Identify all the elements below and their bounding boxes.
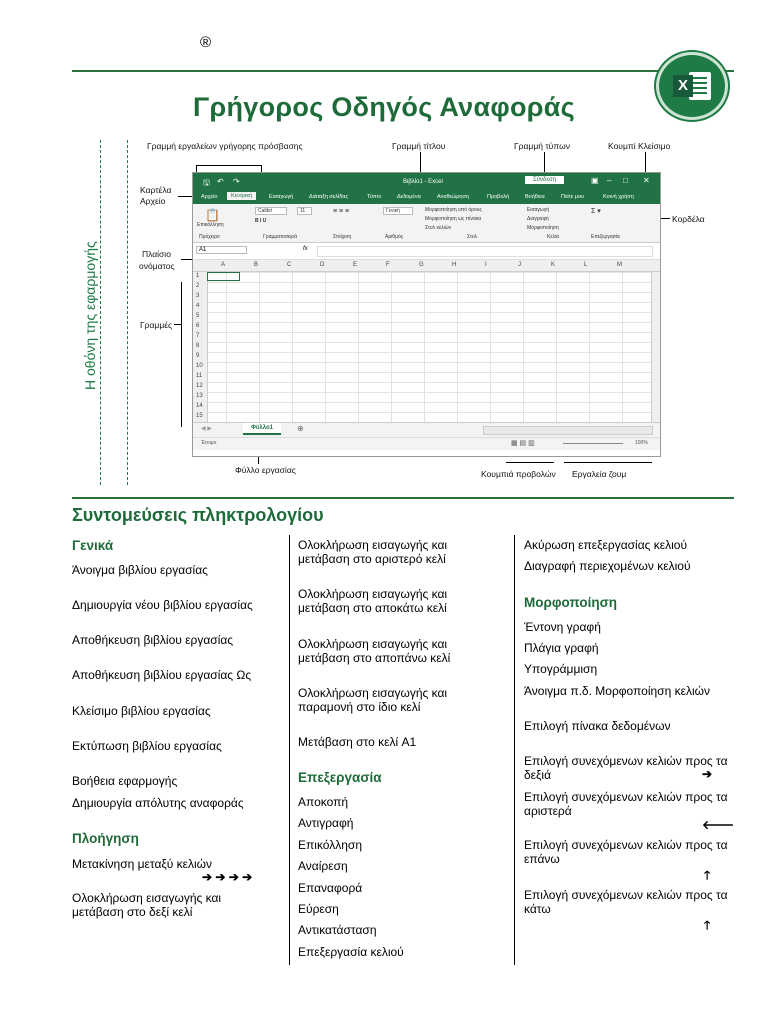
shortcut-redo: Επαναφορά [298, 881, 363, 895]
callout-view-buttons: Κουμπιά προβολών [481, 469, 556, 479]
fx-icon[interactable]: fx [303, 246, 308, 252]
tab-formulas[interactable]: Τύποι [367, 194, 381, 200]
shortcut-undo: Αναίρεση [298, 859, 348, 873]
callout-file-tab-2: Αρχείο [140, 196, 166, 206]
column-header-K[interactable]: K [551, 262, 556, 268]
arrow-up-icon: 🡑 [704, 868, 711, 882]
add-sheet-icon[interactable]: ⊕ [297, 424, 304, 433]
shortcut-cut: Αποκοπή [298, 795, 349, 809]
minimize-icon[interactable]: – [607, 176, 612, 185]
number-format-select[interactable]: Γενική [383, 207, 413, 215]
group-alignment: Στοίχιση [333, 234, 352, 240]
tab-file[interactable]: Αρχείο [201, 194, 218, 200]
font-size-select[interactable]: 11 [297, 207, 312, 215]
doc-title: Βιβλίο1 - Excel [403, 179, 443, 185]
row-header-8[interactable]: 8 [196, 343, 200, 349]
shortcut-save: Αποθήκευση βιβλίου εργασίας [72, 633, 234, 647]
section-navigation: Πλοήγηση [72, 831, 139, 846]
row-header-9[interactable]: 9 [196, 353, 200, 359]
shortcut-replace: Αντικατάσταση [298, 923, 377, 937]
row-header-3[interactable]: 3 [196, 293, 200, 299]
shortcut-enter-down: Ολοκλήρωση εισαγωγής και μετάβαση στο αποκάτω κελί [298, 587, 448, 615]
row-header-7[interactable]: 7 [196, 333, 200, 339]
arrow-keys-icon: ➔ ➔ ➔ ➔ [202, 870, 253, 884]
format-cells-button[interactable]: Μορφοποίηση [527, 225, 559, 231]
bold-icon[interactable]: B I U [255, 218, 267, 224]
formula-bar [193, 243, 660, 260]
shortcut-close: Κλείσιμο βιβλίου εργασίας [72, 704, 211, 718]
cell-styles-button[interactable]: Στυλ κελιών [425, 225, 452, 231]
tab-insert[interactable]: Εισαγωγή [269, 194, 294, 200]
shortcut-clear-cell: Διαγραφή περιεχομένων κελιού [524, 559, 691, 573]
sheet-tab[interactable]: Φύλλο1 [243, 423, 281, 435]
column-header-B[interactable]: B [254, 262, 259, 268]
maximize-icon[interactable]: □ [623, 176, 628, 185]
shortcut-format-cells: Άνοιγμα π.δ. Μορφοποίηση κελιών [524, 684, 710, 698]
shortcut-go-a1: Μετάβαση στο κελί A1 [298, 735, 417, 749]
callout-zoom-tools: Εργαλεία ζουμ [572, 469, 627, 479]
column-header-G[interactable]: G [419, 262, 424, 268]
shortcut-enter-up: Ολοκλήρωση εισαγωγής και μετάβαση στο αποπάνω κελί [298, 637, 451, 665]
column-separator-2 [514, 535, 515, 965]
row-header-10[interactable]: 10 [196, 363, 203, 369]
shortcut-bold: Έντονη γραφή [524, 620, 601, 634]
row-header-2[interactable]: 2 [196, 283, 200, 289]
delete-cells-button[interactable]: Διαγραφή [527, 216, 549, 222]
tab-review[interactable]: Αναθεώρηση [437, 194, 469, 200]
tab-data[interactable]: Δεδομένα [397, 194, 421, 200]
insert-cells-button[interactable]: Εισαγωγή [527, 207, 550, 213]
tab-view[interactable]: Προβολή [487, 194, 510, 200]
group-number: Αριθμός [385, 234, 404, 240]
shortcut-enter-left: Ολοκλήρωση εισαγωγής και μετάβαση στο αριστερό κελί [298, 538, 448, 566]
sheet-bar [193, 422, 660, 437]
callout-file-tab-1: Καρτέλα [140, 185, 172, 195]
row-headers [193, 272, 208, 422]
callout-formula-bar: Γραμμή τύπων [514, 141, 570, 151]
vertical-scrollbar[interactable] [651, 272, 660, 422]
undo-icon[interactable]: ↶ [217, 177, 224, 186]
callout-name-box-2: ονόματος [139, 261, 175, 271]
paste-icon[interactable]: 📋 [205, 208, 220, 222]
signin-button[interactable]: Σύνδεση [525, 176, 564, 184]
font-name-select[interactable]: Calibri [255, 207, 287, 215]
shortcut-underline: Υπογράμμιση [524, 662, 598, 676]
callout-worksheet: Φύλλο εργασίας [235, 465, 296, 475]
zoom-slider[interactable] [563, 443, 623, 444]
horizontal-scrollbar[interactable] [483, 426, 653, 435]
shortcut-help: Βοήθεια εφαρμογής [72, 774, 178, 788]
align-icon[interactable]: ≡ ≡ ≡ [333, 208, 350, 215]
status-text: Έτοιμο [201, 440, 217, 446]
app-screen-vertical-title: Η οθόνη της εφαρμογής [82, 241, 98, 390]
callout-close-button: Κουμπί Κλείσιμο [608, 141, 671, 151]
callout-name-box-1: Πλαίσιο [142, 249, 171, 259]
qat-bracket [196, 165, 262, 166]
format-table-button[interactable]: Μορφοποίηση ως πίνακα [425, 216, 482, 222]
close-line [645, 152, 646, 174]
row-header-12[interactable]: 12 [196, 383, 203, 389]
ribbon-line [660, 218, 670, 219]
row-header-15[interactable]: 15 [196, 413, 203, 419]
name-box[interactable]: A1 [196, 246, 247, 254]
callout-qat: Γραμμή εργαλείων γρήγορης πρόσβασης [147, 141, 303, 151]
inner-dashed-line [127, 140, 128, 485]
arrow-left-icon: 🡐 [702, 818, 735, 832]
column-header-H[interactable]: H [452, 262, 457, 268]
shortcut-select-right: Επιλογή συνεχόμενων κελιών προς τα δεξιά [524, 754, 728, 782]
shortcut-copy: Αντιγραφή [298, 816, 354, 830]
views-bracket [506, 462, 554, 463]
shortcut-italic: Πλάγια γραφή [524, 641, 599, 655]
arrow-down-icon: 🡑 [704, 918, 711, 932]
section-general: Γενικά [72, 538, 114, 553]
row-header-13[interactable]: 13 [196, 393, 203, 399]
ribbon-tabs [193, 191, 660, 204]
shortcut-enter-stay: Ολοκλήρωση εισαγωγής και παραμονή στο ίδιο κελί [298, 686, 448, 714]
zoom-level: 100% [635, 440, 648, 446]
row-header-14[interactable]: 14 [196, 403, 203, 409]
shortcut-absolute-ref: Δημιουργία απόλυτης αναφοράς [72, 796, 244, 810]
row-header-1[interactable]: 1 [196, 273, 200, 279]
header-divider [72, 70, 734, 72]
sheet-nav-icon[interactable]: ◀ ▶ [201, 426, 212, 432]
column-separator-1 [289, 535, 290, 965]
shortcut-open: Άνοιγμα βιβλίου εργασίας [72, 563, 208, 577]
row-header-6[interactable]: 6 [196, 323, 200, 329]
close-icon[interactable]: ✕ [643, 176, 650, 185]
shortcut-select-down: Επιλογή συνεχόμενων κελιών προς τα κάτω [524, 888, 728, 916]
column-header-A[interactable]: A [221, 262, 226, 268]
arrow-right-icon: ➔ [702, 767, 713, 781]
cell-grid[interactable] [193, 272, 660, 422]
formula-input[interactable] [317, 246, 653, 257]
shortcut-save-as: Αποθήκευση βιβλίου εργασίας Ως [72, 668, 252, 682]
title-bar [193, 173, 660, 191]
row-header-11[interactable]: 11 [196, 373, 203, 379]
shortcut-new: Δημιουργία νέου βιβλίου εργασίας [72, 598, 253, 612]
column-header-M[interactable]: M [617, 262, 622, 268]
group-cells: Κελιά [547, 234, 560, 240]
redo-icon[interactable]: ↷ [233, 177, 240, 186]
shortcut-enter-right: Ολοκλήρωση εισαγωγής και μετάβαση στο δεξί κελί [72, 891, 222, 919]
section-formatting: Μορφοποίηση [524, 595, 618, 610]
row-header-4[interactable]: 4 [196, 303, 200, 309]
cond-format-button[interactable]: Μορφοποίηση υπό όρους [425, 207, 482, 213]
status-bar [193, 437, 660, 450]
callout-title-bar: Γραμμή τίτλου [392, 141, 446, 151]
excel-window [192, 172, 661, 457]
group-editing: Επεξεργασία [591, 234, 620, 240]
shortcut-select-table: Επιλογή πίνακα δεδομένων [524, 719, 671, 733]
view-buttons-icon[interactable]: ▦ ▤ ▥ [511, 440, 535, 447]
rows-bracket [181, 282, 182, 427]
callout-ribbon: Κορδέλα [672, 214, 705, 224]
tab-share[interactable]: Κοινή χρήση [603, 194, 634, 200]
shortcut-select-up: Επιλογή συνεχόμενων κελιών προς τα επάνω [524, 838, 728, 866]
column-header-I[interactable]: I [485, 262, 487, 268]
callout-rows: Γραμμές [140, 320, 173, 330]
registered-mark: ® [200, 34, 212, 51]
paste-label[interactable]: Επικόλληση [197, 222, 224, 228]
shortcut-cancel-edit: Ακύρωση επεξεργασίας κελιού [524, 538, 688, 552]
group-font: Γραμματοσειρά [263, 234, 297, 240]
shortcuts-heading: Συντομεύσεις πληκτρολογίου [72, 505, 324, 525]
shortcut-find: Εύρεση [298, 902, 339, 916]
column-header-D[interactable]: D [320, 262, 325, 268]
autosum-icon[interactable]: Σ ▾ [591, 208, 601, 215]
save-icon[interactable]: 🖫 [203, 178, 210, 187]
active-cell[interactable] [207, 272, 240, 281]
rows-line [174, 324, 181, 325]
shortcut-paste: Επικόλληση [298, 838, 363, 852]
shortcut-print: Εκτύπωση βιβλίου εργασίας [72, 739, 222, 753]
tab-help[interactable]: Βοήθεια [525, 194, 545, 200]
group-styles: Στυλ [467, 234, 478, 240]
row-header-5[interactable]: 5 [196, 313, 200, 319]
section-editing: Επεξεργασία [298, 770, 382, 785]
tab-home[interactable]: Κεντρική [227, 192, 256, 200]
column-header-L[interactable]: L [584, 262, 588, 268]
column-header-F[interactable]: F [386, 262, 390, 268]
shortcut-move-cells: Μετακίνηση μεταξύ κελιών [72, 857, 213, 871]
zoom-bracket [564, 462, 652, 463]
section-divider [72, 497, 734, 499]
column-headers [193, 260, 660, 272]
logo-letter: X [673, 75, 693, 97]
tab-tell-me[interactable]: Πείτε μου [561, 194, 585, 200]
page-title: Γρήγορος Οδηγός Αναφοράς [192, 92, 576, 122]
group-clipboard: Πρόχειρο [199, 234, 220, 240]
shortcut-edit-cell: Επεξεργασία κελιού [298, 945, 404, 959]
column-header-J[interactable]: J [518, 262, 521, 268]
ribbon [193, 204, 660, 243]
column-header-E[interactable]: E [353, 262, 358, 268]
column-header-C[interactable]: C [287, 262, 292, 268]
shortcut-select-left: Επιλογή συνεχόμενων κελιών προς τα αριστερά [524, 790, 728, 818]
tab-page-layout[interactable]: Διάταξη σελίδας [309, 194, 349, 200]
ribbon-options-icon[interactable]: ▣ [591, 176, 599, 185]
